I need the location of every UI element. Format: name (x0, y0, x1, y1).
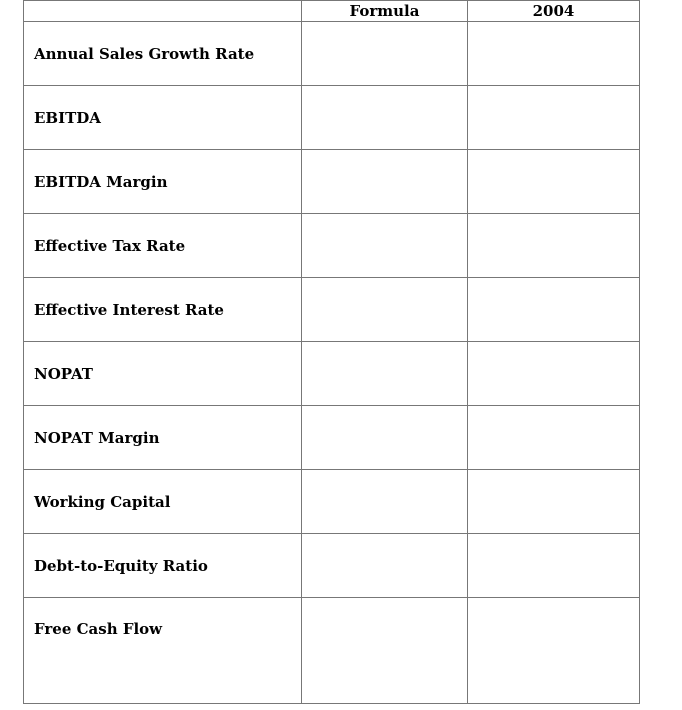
formula-cell[interactable] (302, 598, 468, 704)
value-cell[interactable] (468, 406, 640, 470)
metric-label: Annual Sales Growth Rate (24, 22, 302, 86)
header-metric (24, 1, 302, 22)
value-cell[interactable] (468, 342, 640, 406)
value-cell[interactable] (468, 22, 640, 86)
value-cell[interactable] (468, 214, 640, 278)
metric-label: NOPAT (24, 342, 302, 406)
value-cell[interactable] (468, 150, 640, 214)
table-row (24, 214, 640, 278)
formula-cell[interactable] (302, 278, 468, 342)
formula-cell[interactable] (302, 214, 468, 278)
metric-label: EBITDA (24, 86, 302, 150)
formula-cell[interactable] (302, 534, 468, 598)
metric-label: Working Capital (24, 470, 302, 534)
formula-cell[interactable] (302, 150, 468, 214)
header-year: 2004 (468, 1, 640, 22)
value-cell[interactable] (468, 598, 640, 704)
formula-cell[interactable] (302, 470, 468, 534)
value-cell[interactable] (468, 534, 640, 598)
table-row (24, 86, 640, 150)
formula-cell[interactable] (302, 406, 468, 470)
table-row (24, 406, 640, 470)
metric-label: Free Cash Flow (24, 598, 302, 704)
table-row (24, 534, 640, 598)
table-row (24, 470, 640, 534)
table-row (24, 278, 640, 342)
table-row (24, 22, 640, 86)
table-row (24, 342, 640, 406)
value-cell[interactable] (468, 470, 640, 534)
table-row (24, 598, 640, 704)
formula-cell[interactable] (302, 86, 468, 150)
formula-cell[interactable] (302, 22, 468, 86)
metric-label: Effective Interest Rate (24, 278, 302, 342)
metric-label: Debt-to-Equity Ratio (24, 534, 302, 598)
header-formula: Formula (302, 1, 468, 22)
table-row (24, 150, 640, 214)
table-header-row (24, 1, 640, 22)
metric-label: NOPAT Margin (24, 406, 302, 470)
metric-label: Effective Tax Rate (24, 214, 302, 278)
value-cell[interactable] (468, 86, 640, 150)
financial-ratio-table (23, 0, 640, 704)
formula-cell[interactable] (302, 342, 468, 406)
value-cell[interactable] (468, 278, 640, 342)
metric-label: EBITDA Margin (24, 150, 302, 214)
